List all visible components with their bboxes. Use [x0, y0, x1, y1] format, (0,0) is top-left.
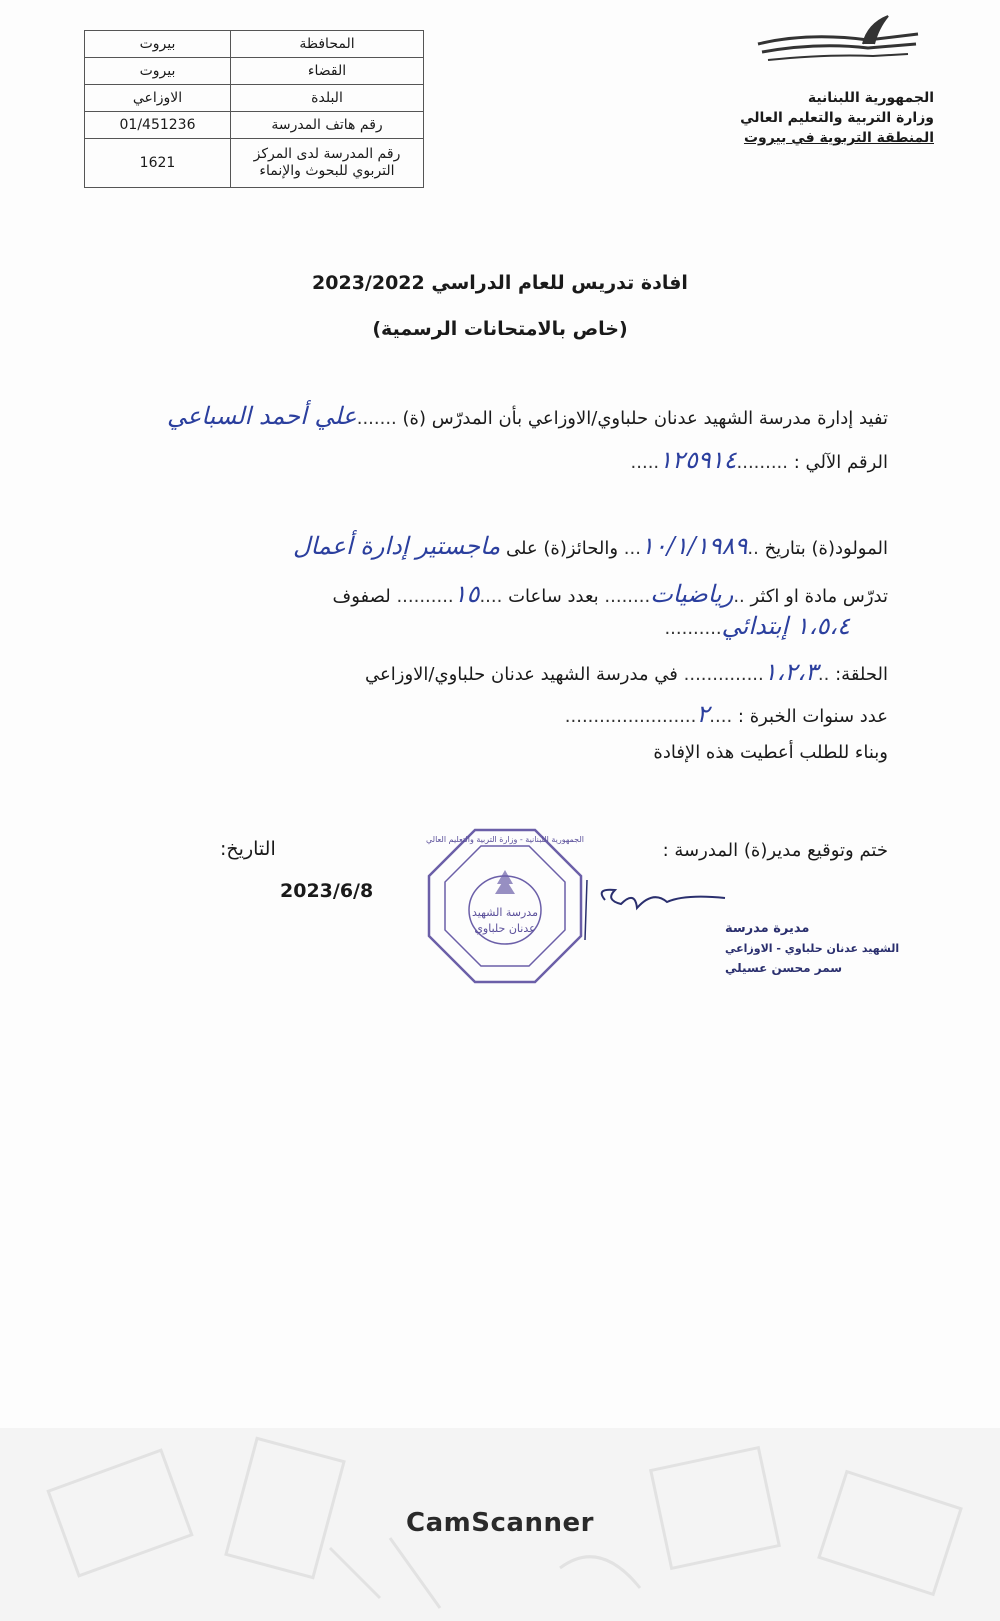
body-text: لصفوف: [332, 586, 391, 607]
body-text: وبناء للطلب أعطيت هذه الإفادة: [653, 742, 888, 763]
camscanner-footer: [0, 1428, 1000, 1621]
table-value: 01/451236: [85, 112, 231, 139]
table-row: [85, 85, 424, 112]
handwritten-subject: رياضيات: [650, 580, 734, 608]
cycle-line: الحلقة: ..١،٢،٣.............. في مدرسة الشهيد عدنان حلباوي/الاوزاعي: [365, 658, 888, 686]
body-text: تفيد إدارة مدرسة الشهيد عدنان حلباوي/الاوزاعي بأن المدرّس (ة): [402, 408, 888, 429]
table-value: بيروت: [85, 31, 231, 58]
body-text: في مدرسة الشهيد عدنان حلباوي/الاوزاعي: [365, 664, 678, 685]
table-row: [85, 112, 424, 139]
table-row: [85, 31, 424, 58]
body-text: الرقم الآلي :: [793, 452, 888, 473]
body-text: الحلقة:: [835, 664, 888, 685]
handwritten-birthdate: ١٠/١/١٩٨٩: [640, 532, 748, 560]
handwritten-grades: ١،٥،٤ إبتدائي: [721, 612, 850, 640]
table-value: بيروت: [85, 58, 231, 85]
auto-number-line: الرقم الآلي : .........١٢٥٩١٤.....: [630, 446, 888, 474]
signature-label: ختم وتوقيع مدير(ة) المدرسة :: [662, 840, 888, 861]
table-key: رقم هاتف المدرسة: [231, 112, 424, 139]
grades-line: ١،٥،٤ إبتدائي..........: [664, 612, 850, 640]
header-line-3: المنطقة التربوية في بيروت: [743, 130, 934, 146]
school-stamp: [425, 826, 585, 986]
document-title: افادة تدريس للعام الدراسي 2023/2022: [312, 272, 688, 294]
handwritten-cycle: ١،٢،٣: [763, 658, 818, 686]
table-key: القضاء: [231, 58, 424, 85]
school-info-table: [84, 30, 424, 188]
handwritten-degree: ماجستير إدارة أعمال: [293, 532, 501, 560]
header-line-2: وزارة التربية والتعليم العالي: [740, 110, 934, 126]
closing-line: [653, 742, 888, 763]
table-key: البلدة: [231, 85, 424, 112]
table-row: [85, 58, 424, 85]
handwritten-hours: ١٥: [453, 580, 480, 608]
document-subtitle: (خاص بالامتحانات الرسمية): [372, 318, 628, 340]
table-value: 1621: [85, 139, 231, 188]
camscanner-brand: CamScanner: [406, 1508, 594, 1538]
stamp-center-line-1: مدرسة الشهيد: [472, 906, 538, 919]
ministry-header: [714, 88, 934, 148]
handwritten-experience: ٢: [696, 700, 710, 728]
experience-line: عدد سنوات الخبرة : ....٢.......................: [564, 700, 888, 728]
principal-signature: [575, 880, 900, 990]
body-text: عدد سنوات الخبرة :: [737, 706, 888, 727]
stamp-ring-text: الجمهورية اللبنانية - وزارة التربية والتعليم العالي: [426, 835, 584, 844]
table-key: رقم المدرسة لدى المركز التربوي للبحوث والإنماء: [231, 139, 424, 188]
body-text: المولود(ة) بتاريخ: [764, 538, 888, 559]
table-value: الاوزاعي: [85, 85, 231, 112]
body-text: والحائز(ة) على: [505, 538, 619, 559]
header-line-1: الجمهورية اللبنانية: [807, 90, 934, 106]
teaching-line: تدرّس مادة او اكثر ..رياضيات........ بعدد ساعات ....١٥.......... لصفوف: [332, 580, 888, 608]
handwritten-name: علي أحمد السباعي: [166, 402, 357, 430]
body-text: تدرّس مادة او اكثر: [750, 586, 888, 607]
signature-line-1: مديرة مدرسة: [725, 921, 810, 936]
body-text: بعدد ساعات: [508, 586, 599, 607]
teacher-name-line: تفيد إدارة مدرسة الشهيد عدنان حلباوي/الاوزاعي بأن المدرّس (ة) .......علي أحمد السباعي: [166, 402, 888, 430]
signature-line-3: سمر محسن عسيلي: [725, 961, 843, 975]
table-row: [85, 139, 424, 188]
date-label: التاريخ:: [220, 838, 276, 860]
signature-line-2: الشهيد عدنان حلباوي - الاوزاعي: [725, 942, 900, 955]
ministry-logo: [748, 14, 928, 74]
date-value: 2023/6/8: [280, 880, 374, 902]
table-key: المحافظة: [231, 31, 424, 58]
birth-degree-line: المولود(ة) بتاريخ ..١٠/١/١٩٨٩... والحائز(ة) على ماجستير إدارة أعمال: [293, 532, 888, 560]
stamp-center-line-2: عدنان حلباوي: [474, 922, 536, 935]
handwritten-number: ١٢٥٩١٤: [659, 446, 737, 474]
